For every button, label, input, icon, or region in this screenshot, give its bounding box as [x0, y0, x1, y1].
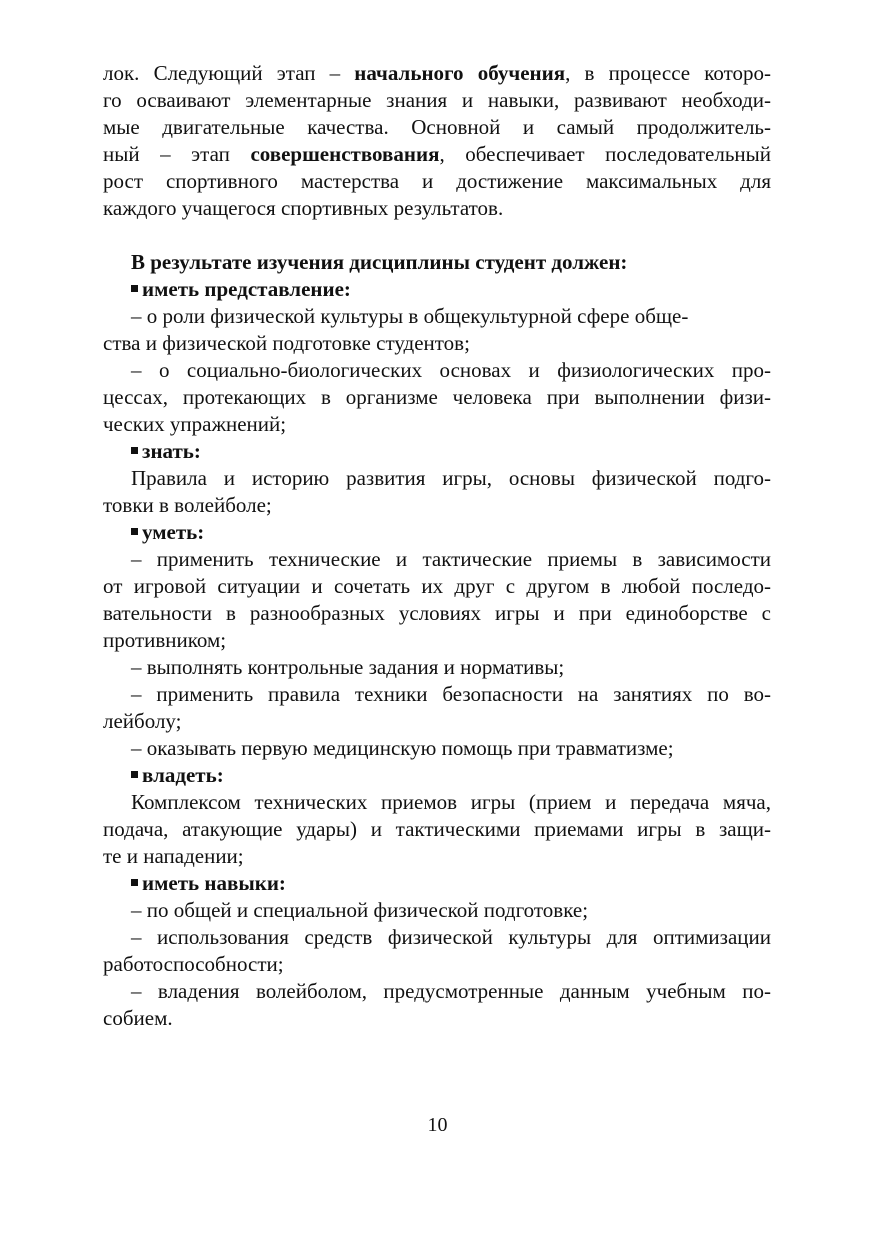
text-fragment: лок. Следующий этап – [103, 61, 355, 85]
text-line: противником; [103, 628, 227, 652]
text-line: подача, атакующие удары) и тактическими приемами игры в защи- [103, 817, 771, 841]
text-line: вательности в разнообразных условиях игры и при единоборстве с [103, 601, 771, 625]
text-line: – о социально-биологических основах и физиологических про- [131, 358, 771, 382]
section-heading [103, 249, 771, 276]
section-represent [103, 276, 771, 438]
text-line: мые двигательные качества. Основной и самый продолжитель- [103, 115, 771, 139]
square-bullet-icon [131, 528, 138, 535]
text-line: ства и физической подготовке студентов; [103, 331, 470, 355]
text-line: – по общей и специальной физической подготовке; [131, 898, 589, 922]
section-title-text: иметь навыки: [142, 871, 286, 895]
section-title [103, 870, 771, 897]
text-fragment: ный – этап [103, 142, 251, 166]
text-line: рост спортивного мастерства и достижение максимальных для [103, 169, 771, 193]
text-fragment: , в процессе которо- [565, 61, 771, 85]
text-line: – выполнять контрольные задания и нормативы; [131, 655, 565, 679]
section-title [103, 762, 771, 789]
section-title-text: владеть: [142, 763, 224, 787]
section-habits [103, 870, 771, 1032]
text-line: – использования средств физической культуры для оптимизации [131, 925, 771, 949]
section-title [103, 276, 771, 303]
text-line [103, 60, 771, 87]
page-body [103, 60, 771, 1032]
section-skills [103, 519, 771, 762]
bold-term: начального обучения [354, 61, 566, 85]
text-line: собием. [103, 1006, 173, 1030]
text-line [103, 141, 771, 168]
text-line: лейболу; [103, 709, 182, 733]
section-title-text: знать: [142, 439, 201, 463]
bold-term: совершенствования [250, 142, 440, 166]
text-line: Правила и историю развития игры, основы физической подго- [131, 466, 771, 490]
text-line: цессах, протекающих в организме человека при выполнении физи- [103, 385, 771, 409]
text-line: ческих упражнений; [103, 412, 287, 436]
text-line: – применить технические и тактические приемы в зависимости [131, 547, 771, 571]
heading-text: В результате изучения дисциплины студент должен: [131, 250, 628, 274]
text-line: каждого учащегося спортивных результатов. [103, 196, 504, 220]
text-line: го осваивают элементарные знания и навыки, развивают необходи- [103, 88, 771, 112]
section-know [103, 438, 771, 519]
text-line: работоспособности; [103, 952, 284, 976]
text-line: – оказывать первую медицинскую помощь при травматизме; [131, 736, 674, 760]
text-line: – применить правила техники безопасности на занятиях по во- [131, 682, 771, 706]
square-bullet-icon [131, 771, 138, 778]
page-number: 10 [427, 1114, 448, 1136]
section-title [103, 438, 771, 465]
section-title-text: иметь представление: [142, 277, 351, 301]
intro-paragraph [103, 60, 771, 222]
text-line: товки в волейболе; [103, 493, 272, 517]
square-bullet-icon [131, 447, 138, 454]
text-line: – владения волейболом, предусмотренные данным учебным по- [131, 979, 771, 1003]
section-master [103, 762, 771, 870]
text-fragment: , обеспечивает последовательный [439, 142, 771, 166]
text-line: – о роли физической культуры в общекультурной сфере обще- [131, 304, 689, 328]
spacer [103, 222, 771, 249]
square-bullet-icon [131, 879, 138, 886]
square-bullet-icon [131, 285, 138, 292]
section-title-text: уметь: [142, 520, 205, 544]
section-title [103, 519, 771, 546]
text-line: те и нападении; [103, 844, 244, 868]
text-line: от игровой ситуации и сочетать их друг с другом в любой последо- [103, 574, 771, 598]
text-line: Комплексом технических приемов игры (прием и передача мяча, [131, 790, 771, 814]
